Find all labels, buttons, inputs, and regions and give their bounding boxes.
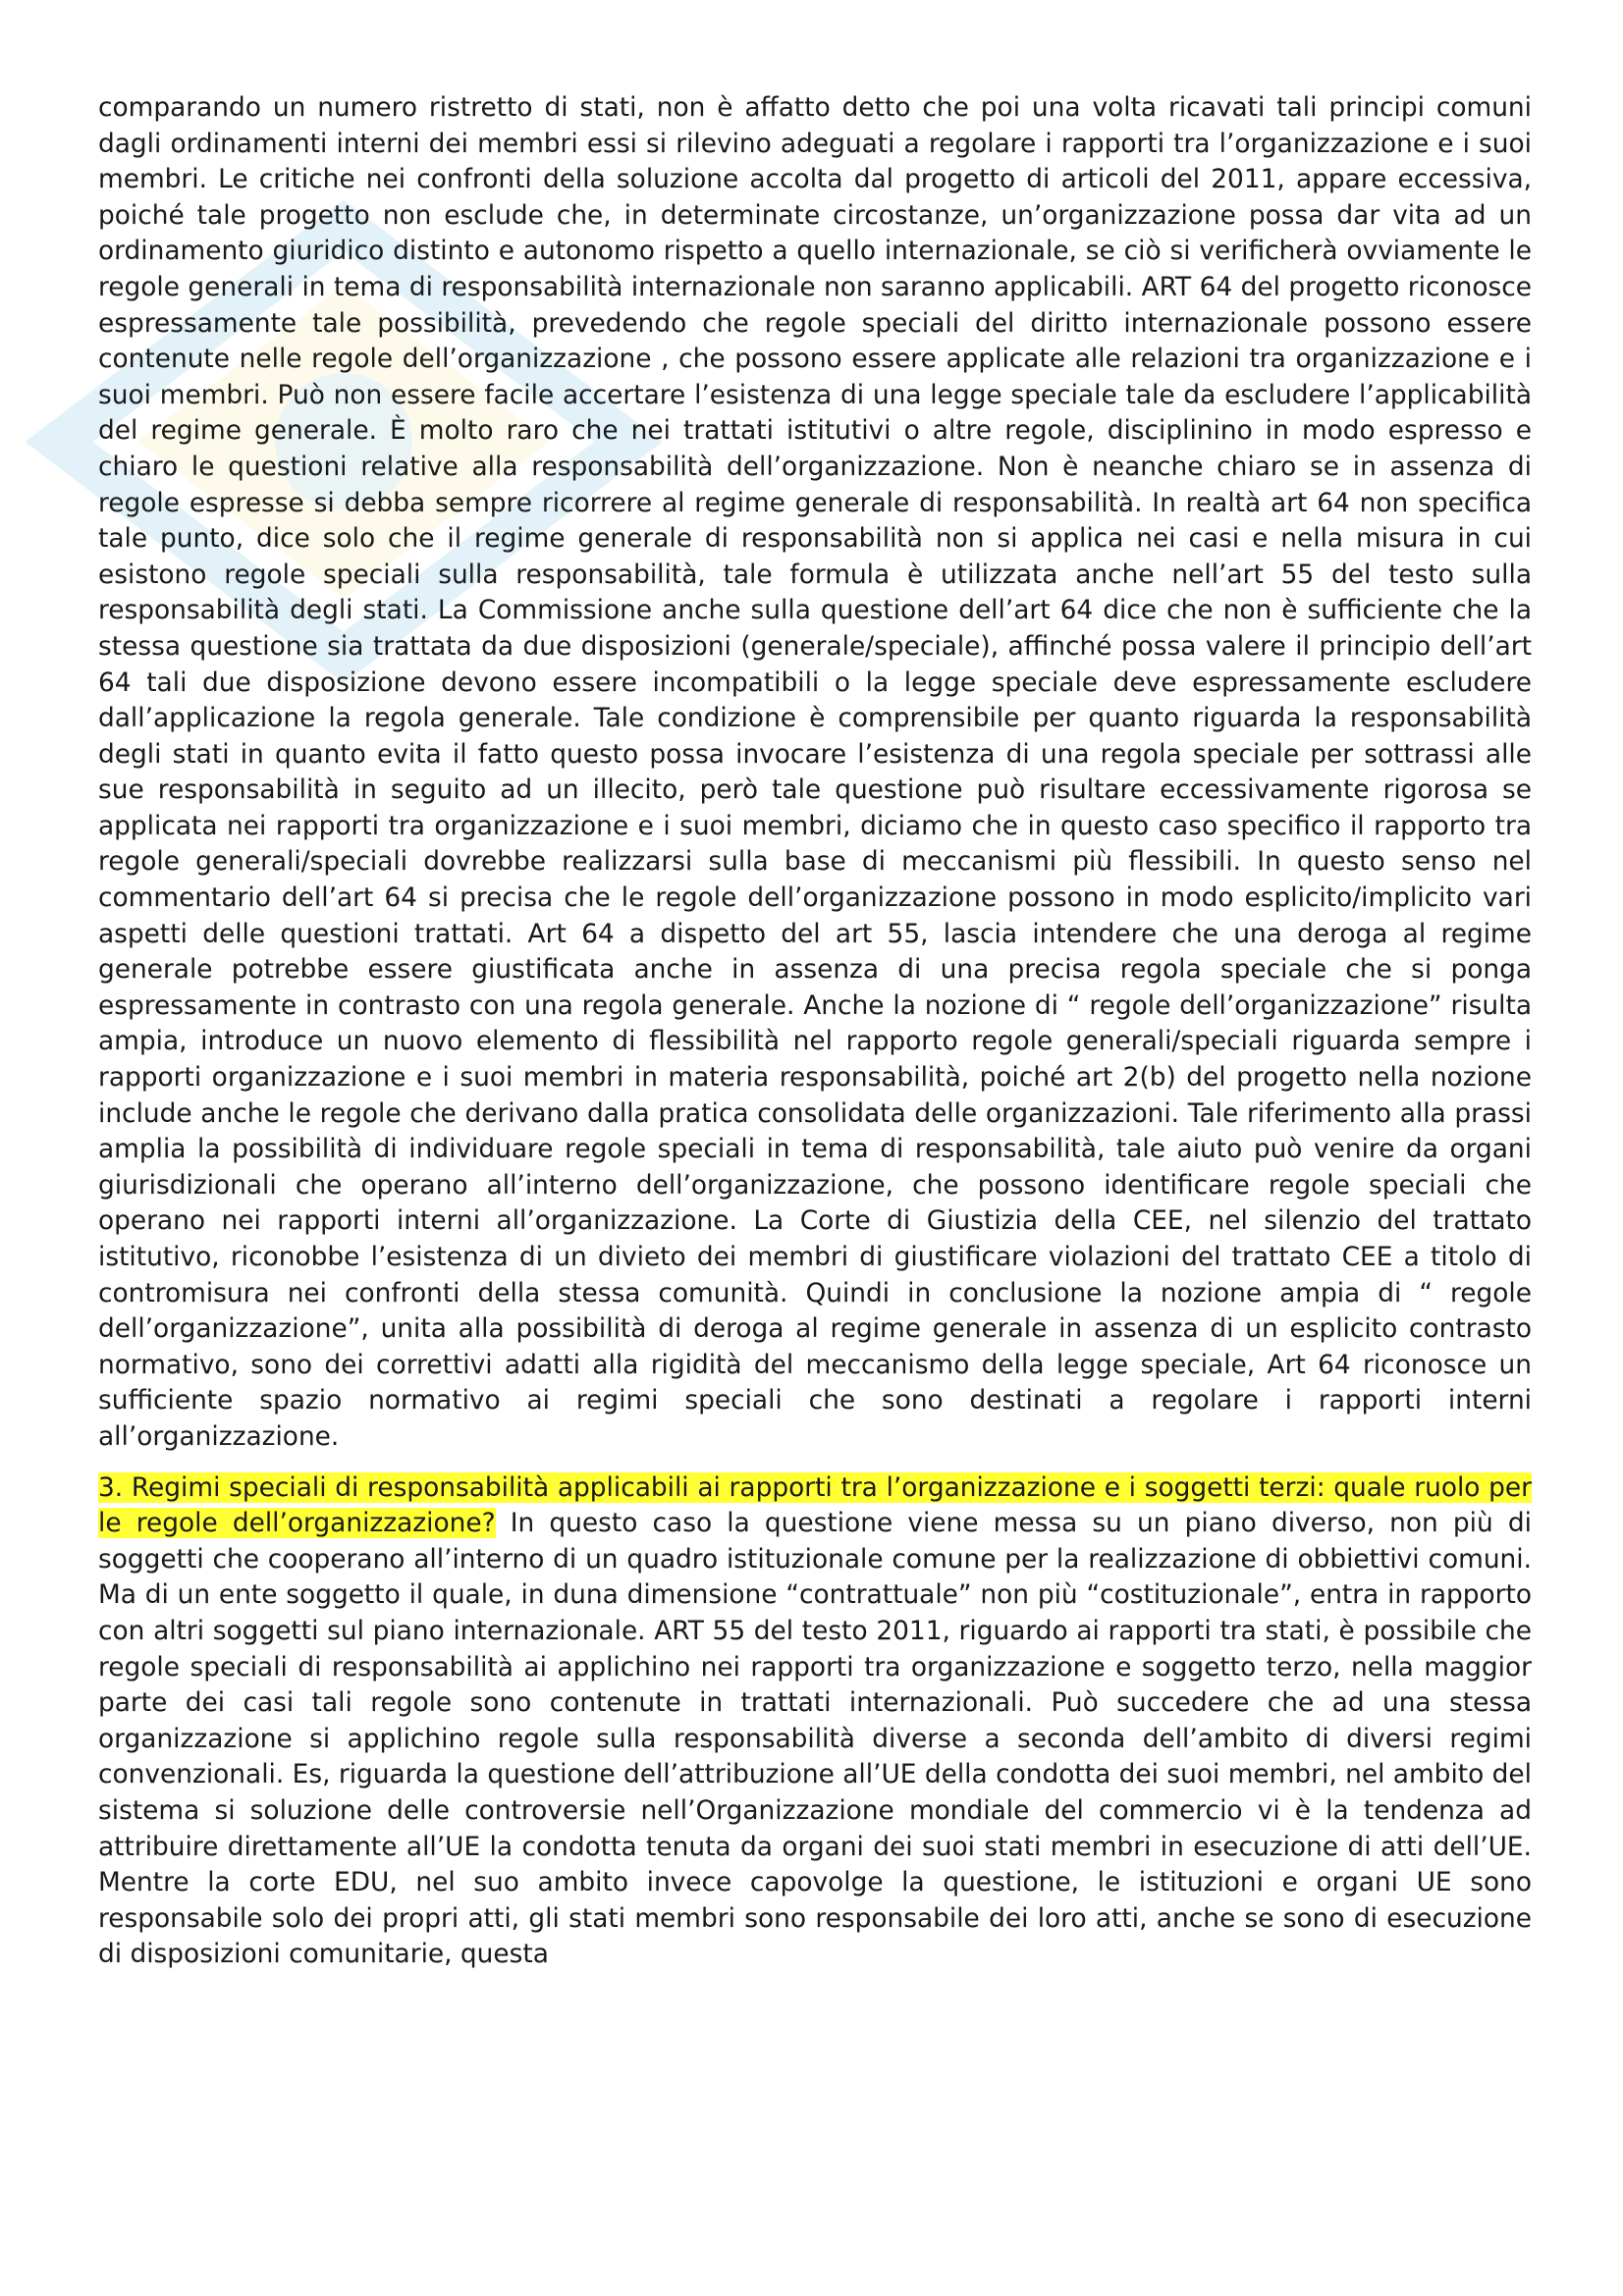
section-paragraph (98, 1470, 1532, 1973)
section-heading-highlighted: 3. Regimi speciali di responsabilità applicabili ai rapporti tra l’organizzazione e i soggetti terzi: quale ruolo per le regole dell’organizzazione? (98, 1471, 1532, 1539)
body-paragraph: comparando un numero ristretto di stati, non è affatto detto che poi una volta ricavati tali principi comuni dagli ordinamenti interni dei membri essi si rilevino adeguati a regolare i rapporti tra l’organizzazione e i suoi membri. Le critiche nei confronti della soluzione accolta dal progetto di articoli del 2011, appare eccessiva, poiché tale progetto non esclude che, in determinate circostanze, un’organizzazione possa dar vita ad un ordinamento giuridico distinto e autonomo rispetto a quello internazionale, se ciò si verificherà ovviamente le regole generali in tema di responsabilità internazionale non saranno applicabili. ART 64 del progetto riconosce espressamente tale possibilità, prevedendo che regole speciali del diritto internazionale possono essere contenute nelle regole dell’organizzazione , che possono essere applicate alle relazioni tra organizzazione e i suoi membri. Può non essere facile accertare l’esistenza di una legge speciale tale da escludere l’applicabilità del regime generale. È molto raro che nei trattati istitutivi o altre regole, disciplinino in modo espresso e chiaro le questioni relative alla responsabilità dell’organizzazione. Non è neanche chiaro se in assenza di regole espresse si debba sempre ricorrere al regime generale di responsabilità. In realtà art 64 non specifica tale punto, dice solo che il regime generale di responsabilità non si applica nei casi e nella misura in cui esistono regole speciali sulla responsabilità, tale formula è utilizzata anche nell’art 55 del testo sulla responsabilità degli stati. La Commissione anche sulla questione dell’art 64 dice che non è sufficiente che la stessa questione sia trattata da due disposizioni (generale/speciale), affinché possa valere il principio dell’art 64 tali due disposizione devono essere incompatibili o la legge speciale deve espressamente escludere dall’applicazione la regola generale. Tale condizione è comprensibile per quanto riguarda la responsabilità degli stati in quanto evita il fatto questo possa invocare l’esistenza di una regola speciale per sottrassi alle sue responsabilità in seguito ad un illecito, però tale questione può risultare eccessivamente rigorosa se applicata nei rapporti tra organizzazione e i suoi membri, diciamo che in questo caso specifico il rapporto tra regole generali/speciali dovrebbe realizzarsi sulla base di meccanismi più flessibili. In questo senso nel commentario dell’art 64 si precisa che le regole dell’organizzazione possono in modo esplicito/implicito vari aspetti delle questioni trattati. Art 64 a dispetto del art 55, lascia intendere che una deroga al regime generale potrebbe essere giustificata anche in assenza di una precisa regola speciale che si ponga espressamente in contrasto con una regola generale. Anche la nozione di “ regole dell’organizzazione” risulta ampia, introduce un nuovo elemento di flessibilità nel rapporto regole generali/speciali riguarda sempre i rapporti organizzazione e i suoi membri in materia responsabilità, poiché art 2(b) del progetto nella nozione include anche le regole che derivano dalla pratica consolidata delle organizzazioni. Tale riferimento alla prassi amplia la possibilità di individuare regole speciali in tema di responsabilità, tale aiuto può venire da organi giurisdizionali che operano all’interno dell’organizzazione, che possono identificare regole speciali che operano nei rapporti interni all’organizzazione. La Corte di Giustizia della CEE, nel silenzio del trattato istitutivo, riconobbe l’esistenza di un divieto dei membri di giustificare violazioni del trattato CEE a titolo di contromisura nei confronti della stessa comunità. Quindi in conclusione la nozione ampia di “ regole dell’organizzazione”, unita alla possibilità di deroga al regime generale in assenza di un esplicito contrasto normativo, sono dei correttivi adatti alla rigidità del meccanismo della legge speciale, Art 64 riconosce un sufficiente spazio normativo ai regimi speciali che sono destinati a regolare i rapporti interni all’organizzazione. (98, 92, 1532, 1452)
document-page (98, 90, 1532, 1973)
section-body-text: In questo caso la questione viene messa su un piano diverso, non più di soggetti che cooperano all’interno di un quadro istituzionale comune per la realizzazione di obbiettivi comuni. Ma di un ente soggetto il quale, in duna dimensione “contrattuale” non più “costituzionale”, entra in rapporto con altri soggetti sul piano internazionale. ART 55 del testo 2011, riguardo ai rapporti tra stati, è possibile che regole speciali di responsabilità ai applichino nei rapporti tra organizzazione e soggetto terzo, nella maggior parte dei casi tali regole sono contenute in trattati internazionali. Può succedere che ad una stessa organizzazione si applichino regole sulla responsabilità diverse a seconda dell’ambito di diversi regimi convenzionali. Es, riguarda la questione dell’attribuzione all’UE della condotta dei suoi membri, nel ambito del sistema si soluzione delle controversie nell’Organizzazione mondiale del commercio vi è la tendenza ad attribuire direttamente all’UE la condotta tenuta da organi dei suoi stati membri in esecuzione di atti dell’UE. Mentre la corte EDU, nel suo ambito invece capovolge la questione, le istituzioni e organi UE sono responsabile solo dei propri atti, gli stati membri sono responsabile dei loro atti, anche se sono di esecuzione di disposizioni comunitarie, questa (98, 1508, 1532, 1970)
